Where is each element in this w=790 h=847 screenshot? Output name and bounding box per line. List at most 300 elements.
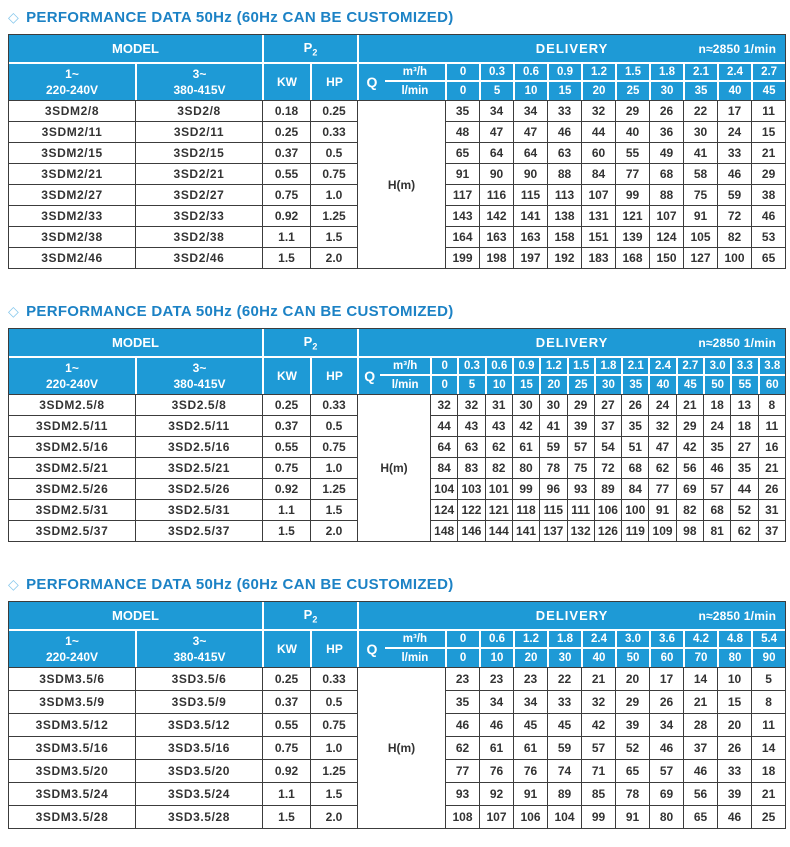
- voltage-label: 220-240V: [45, 650, 99, 664]
- flow-m3h-value: 2.1: [685, 64, 717, 82]
- head-value-cell: 15: [717, 690, 751, 713]
- head-value-cell: 34: [649, 713, 683, 736]
- flow-m3h-value: 3.3: [732, 358, 757, 376]
- stacked-values: [549, 631, 581, 667]
- head-value-cell: 26: [717, 736, 751, 759]
- hp-cell: 1.0: [310, 184, 357, 205]
- section-title-text: PERFORMANCE DATA 50Hz (60Hz CAN BE CUSTOMIZED): [26, 576, 454, 593]
- head-value-cell: 84: [621, 478, 648, 499]
- head-value-cell: 77: [615, 163, 649, 184]
- flow-value-header: [751, 62, 785, 100]
- p2-label: P: [303, 333, 313, 349]
- head-value-cell: 63: [457, 436, 484, 457]
- head-value-cell: 72: [717, 205, 751, 226]
- head-value-cell: 107: [581, 184, 615, 205]
- stacked-values: [753, 64, 785, 100]
- head-value-cell: 118: [512, 499, 539, 520]
- model-3phase-cell: 3SD2/21: [135, 163, 262, 184]
- model-3phase-cell: 3SD3.5/28: [135, 805, 262, 828]
- stacked-values: [385, 631, 445, 667]
- model-group-header: MODEL: [9, 35, 262, 62]
- p2-group-header: [262, 329, 357, 356]
- head-value-cell: 117: [445, 184, 479, 205]
- flow-value-header: [567, 356, 594, 394]
- head-value-cell: 30: [683, 121, 717, 142]
- flow-value-header: [430, 356, 457, 394]
- model-1phase-cell: 3SDM2.5/16: [9, 436, 135, 457]
- head-value-cell: 44: [430, 415, 457, 436]
- stacked-values: [515, 64, 547, 100]
- head-value-cell: 46: [703, 457, 730, 478]
- flow-m3h-value: 1.2: [583, 64, 615, 82]
- hp-cell: 0.5: [310, 690, 357, 713]
- head-value-cell: 126: [594, 520, 621, 541]
- head-value-cell: 64: [513, 142, 547, 163]
- head-value-cell: 76: [513, 759, 547, 782]
- stacked-values: [583, 64, 615, 100]
- head-value-cell: 18: [730, 415, 757, 436]
- flow-unit-m3h: m³/h: [385, 631, 445, 649]
- head-value-cell: 99: [615, 184, 649, 205]
- head-value-cell: 35: [445, 690, 479, 713]
- head-value-cell: 80: [649, 805, 683, 828]
- head-value-cell: 27: [730, 436, 757, 457]
- head-value-cell: 100: [717, 247, 751, 268]
- kw-cell: 0.92: [262, 205, 310, 226]
- head-value-cell: 68: [703, 499, 730, 520]
- flow-m3h-value: 3.0: [617, 631, 649, 649]
- head-value-cell: 89: [594, 478, 621, 499]
- kw-cell: 0.37: [262, 415, 310, 436]
- p2-group-header: [262, 35, 357, 62]
- head-value-cell: 37: [683, 736, 717, 759]
- model-3phase-cell: 3SD2/11: [135, 121, 262, 142]
- head-value-cell: 23: [479, 667, 513, 690]
- flow-value-header: [648, 356, 675, 394]
- model-1phase-cell: 3SDM2/11: [9, 121, 135, 142]
- stacked-values: [617, 631, 649, 667]
- head-value-cell: 77: [648, 478, 675, 499]
- head-value-cell: 39: [717, 782, 751, 805]
- head-value-cell: 21: [751, 782, 785, 805]
- delivery-header-wrap: [359, 608, 785, 623]
- stacked-values: [481, 631, 513, 667]
- head-value-cell: 115: [539, 499, 566, 520]
- model-3phase-cell: 3SD3.5/20: [135, 759, 262, 782]
- head-value-cell: 192: [547, 247, 581, 268]
- flow-m3h-value: 2.4: [583, 631, 615, 649]
- head-value-cell: 11: [751, 713, 785, 736]
- kw-cell: 1.1: [262, 499, 310, 520]
- flow-m3h-value: 2.7: [678, 358, 703, 376]
- head-value-cell: 45: [513, 713, 547, 736]
- head-value-cell: 15: [751, 121, 785, 142]
- flow-m3h-value: 1.8: [651, 64, 683, 82]
- head-value-cell: 83: [457, 457, 484, 478]
- stacked-values: [481, 64, 513, 100]
- head-value-cell: 43: [485, 415, 512, 436]
- model-1phase-cell: 3SDM3.5/16: [9, 736, 135, 759]
- flow-m3h-value: 3.6: [651, 631, 683, 649]
- head-value-cell: 72: [594, 457, 621, 478]
- head-value-cell: 46: [751, 205, 785, 226]
- head-value-cell: 59: [547, 736, 581, 759]
- head-value-cell: 80: [512, 457, 539, 478]
- head-value-cell: 31: [485, 394, 512, 415]
- head-value-cell: 41: [539, 415, 566, 436]
- model-1phase-cell: 3SDM2.5/37: [9, 520, 135, 541]
- head-value-cell: 35: [703, 436, 730, 457]
- head-value-cell: 39: [615, 713, 649, 736]
- header-row-columns: [9, 356, 785, 394]
- head-value-cell: 68: [621, 457, 648, 478]
- flow-lmin-value: 80: [728, 652, 742, 664]
- flow-lmin-value: 55: [738, 379, 752, 391]
- model-3phase-cell: 3SD2/15: [135, 142, 262, 163]
- head-value-cell: 41: [683, 142, 717, 163]
- head-value-cell: 8: [758, 394, 785, 415]
- q-header-wrap: [359, 358, 430, 394]
- head-value-cell: 61: [512, 436, 539, 457]
- model-3phase-cell: 3SD3.5/24: [135, 782, 262, 805]
- head-value-cell: 96: [539, 478, 566, 499]
- head-value-cell: 107: [479, 805, 513, 828]
- delivery-label: DELIVERY: [535, 335, 609, 350]
- model-1phase-cell: 3SDM2/38: [9, 226, 135, 247]
- head-value-cell: 30: [539, 394, 566, 415]
- head-value-cell: 27: [594, 394, 621, 415]
- flow-lmin-value: 20: [547, 379, 561, 391]
- voltage-label: 380-415V: [173, 83, 226, 97]
- head-value-cell: 33: [547, 690, 581, 713]
- model-3phase-cell: 3SD2.5/11: [135, 415, 262, 436]
- head-value-cell: 5: [751, 667, 785, 690]
- head-value-cell: 47: [479, 121, 513, 142]
- head-value-cell: 82: [485, 457, 512, 478]
- flow-m3h-value: 1.8: [549, 631, 581, 649]
- stacked-values: [515, 631, 547, 667]
- head-value-cell: 121: [615, 205, 649, 226]
- p2-subscript: 2: [312, 341, 318, 352]
- head-value-cell: 62: [648, 457, 675, 478]
- head-value-cell: 100: [621, 499, 648, 520]
- model-3phase-cell: 3SD2/8: [135, 100, 262, 121]
- head-value-cell: 53: [751, 226, 785, 247]
- head-value-cell: 32: [457, 394, 484, 415]
- head-value-cell: 37: [594, 415, 621, 436]
- flow-lmin-value: 0: [441, 379, 448, 391]
- p2-label: P: [303, 606, 313, 622]
- voltage-label: 380-415V: [173, 650, 226, 664]
- head-value-cell: 21: [581, 667, 615, 690]
- flow-lmin-value: 60: [660, 652, 674, 664]
- model-1phase-cell: 3SDM2.5/8: [9, 394, 135, 415]
- flow-q-header: [357, 62, 445, 100]
- head-value-cell: 29: [676, 415, 703, 436]
- head-value-cell: 93: [445, 782, 479, 805]
- stacked-values: [760, 358, 785, 394]
- flow-value-header: [547, 62, 581, 100]
- hp-cell: 0.33: [310, 394, 357, 415]
- head-value-cell: 91: [445, 163, 479, 184]
- head-value-cell: 46: [717, 805, 751, 828]
- head-value-cell: 124: [649, 226, 683, 247]
- hp-cell: 0.25: [310, 100, 357, 121]
- flow-m3h-value: 2.1: [623, 358, 648, 376]
- performance-section-2: [0, 303, 790, 542]
- head-value-cell: 62: [445, 736, 479, 759]
- head-value-cell: 34: [479, 100, 513, 121]
- hp-cell: 1.5: [310, 782, 357, 805]
- head-value-cell: 77: [445, 759, 479, 782]
- kw-cell: 0.75: [262, 184, 310, 205]
- flow-unit-m3h: m³/h: [380, 358, 430, 376]
- flow-m3h-value: 3.0: [705, 358, 730, 376]
- model-1phase-cell: 3SDM3.5/20: [9, 759, 135, 782]
- kw-column-header: KW: [262, 62, 310, 100]
- stacked-values: [380, 358, 430, 394]
- flow-value-header: [615, 629, 649, 667]
- head-value-cell: 18: [703, 394, 730, 415]
- flow-m3h-value: 1.2: [515, 631, 547, 649]
- hp-cell: 0.5: [310, 142, 357, 163]
- flow-value-header: [547, 629, 581, 667]
- head-value-cell: 137: [539, 520, 566, 541]
- stacked-values: [459, 358, 484, 394]
- model-1phase-cell: 3SDM2.5/21: [9, 457, 135, 478]
- hp-cell: 1.0: [310, 736, 357, 759]
- head-value-cell: 142: [479, 205, 513, 226]
- p2-subscript: 2: [312, 47, 318, 58]
- model-1phase-cell: 3SDM2/21: [9, 163, 135, 184]
- head-meters-label-cell: H(m): [357, 394, 430, 541]
- flow-m3h-value: 1.5: [569, 358, 594, 376]
- head-value-cell: 26: [758, 478, 785, 499]
- head-value-cell: 33: [717, 142, 751, 163]
- stacked-values: [617, 64, 649, 100]
- head-value-cell: 34: [513, 690, 547, 713]
- head-value-cell: 78: [615, 782, 649, 805]
- head-value-cell: 32: [581, 100, 615, 121]
- model-3phase-cell: 3SD3.5/9: [135, 690, 262, 713]
- kw-cell: 0.25: [262, 394, 310, 415]
- flow-value-header: [703, 356, 730, 394]
- hp-cell: 0.75: [310, 713, 357, 736]
- flow-m3h-value: 2.7: [753, 64, 785, 82]
- kw-column-header: KW: [262, 356, 310, 394]
- model-group-header: MODEL: [9, 329, 262, 356]
- flow-unit-lmin: l/min: [391, 379, 419, 391]
- head-value-cell: 46: [649, 736, 683, 759]
- head-value-cell: 99: [581, 805, 615, 828]
- head-value-cell: 85: [581, 782, 615, 805]
- head-value-cell: 42: [512, 415, 539, 436]
- head-value-cell: 141: [512, 520, 539, 541]
- flow-value-header: [615, 62, 649, 100]
- flow-m3h-value: 0.3: [481, 64, 513, 82]
- model-3phase-cell: 3SD2/33: [135, 205, 262, 226]
- model-1phase-cell: 3SDM2.5/31: [9, 499, 135, 520]
- head-value-cell: 109: [648, 520, 675, 541]
- flow-value-header: [676, 356, 703, 394]
- head-value-cell: 25: [751, 805, 785, 828]
- head-value-cell: 46: [547, 121, 581, 142]
- head-value-cell: 63: [547, 142, 581, 163]
- head-value-cell: 46: [479, 713, 513, 736]
- head-value-cell: 119: [621, 520, 648, 541]
- flow-value-header: [445, 62, 479, 100]
- head-value-cell: 146: [457, 520, 484, 541]
- model-3phase-cell: 3SD2.5/8: [135, 394, 262, 415]
- stacked-values: [514, 358, 539, 394]
- flow-value-header: [683, 62, 717, 100]
- head-value-cell: 43: [457, 415, 484, 436]
- hp-column-header: HP: [310, 356, 357, 394]
- stacked-values: [385, 64, 445, 100]
- head-value-cell: 104: [430, 478, 457, 499]
- stacked-values: [732, 358, 757, 394]
- q-label: Q: [364, 368, 376, 384]
- head-value-cell: 121: [485, 499, 512, 520]
- hp-cell: 0.75: [310, 436, 357, 457]
- head-value-cell: 58: [683, 163, 717, 184]
- head-value-cell: 91: [648, 499, 675, 520]
- stacked-values: [650, 358, 675, 394]
- head-value-cell: 143: [445, 205, 479, 226]
- flow-value-header: [594, 356, 621, 394]
- voltage-label: 220-240V: [45, 83, 99, 97]
- flow-m3h-value: 2.4: [650, 358, 675, 376]
- model-1phase-cell: 3SDM3.5/28: [9, 805, 135, 828]
- stacked-values: [447, 64, 479, 100]
- p2-label: P: [303, 39, 313, 55]
- flow-m3h-value: 0.6: [515, 64, 547, 82]
- hp-cell: 0.5: [310, 415, 357, 436]
- head-value-cell: 103: [457, 478, 484, 499]
- head-value-cell: 101: [485, 478, 512, 499]
- head-value-cell: 56: [683, 782, 717, 805]
- head-value-cell: 21: [683, 690, 717, 713]
- delivery-group-header: [357, 329, 785, 356]
- flow-lmin-value: 25: [574, 379, 588, 391]
- head-value-cell: 20: [717, 713, 751, 736]
- head-value-cell: 64: [479, 142, 513, 163]
- delivery-header-wrap: [359, 41, 785, 56]
- head-value-cell: 26: [649, 690, 683, 713]
- flow-unit-lmin: l/min: [401, 85, 429, 97]
- head-value-cell: 52: [615, 736, 649, 759]
- stacked-values: [432, 358, 457, 394]
- head-value-cell: 122: [457, 499, 484, 520]
- three-phase-header: [135, 62, 262, 100]
- head-value-cell: 47: [513, 121, 547, 142]
- flow-unit-lmin: l/min: [401, 652, 429, 664]
- delivery-label: DELIVERY: [535, 41, 609, 56]
- head-value-cell: 108: [445, 805, 479, 828]
- head-value-cell: 8: [751, 690, 785, 713]
- head-value-cell: 52: [730, 499, 757, 520]
- single-phase-header: [9, 62, 135, 100]
- kw-cell: 0.37: [262, 690, 310, 713]
- model-3phase-cell: 3SD2.5/26: [135, 478, 262, 499]
- hp-cell: 2.0: [310, 247, 357, 268]
- head-value-cell: 35: [730, 457, 757, 478]
- head-value-cell: 32: [648, 415, 675, 436]
- kw-cell: 1.5: [262, 805, 310, 828]
- head-value-cell: 197: [513, 247, 547, 268]
- model-1phase-cell: 3SDM3.5/9: [9, 690, 135, 713]
- head-value-cell: 14: [751, 736, 785, 759]
- head-value-cell: 90: [479, 163, 513, 184]
- model-group-header: MODEL: [9, 602, 262, 629]
- flow-lmin-value: 10: [490, 652, 504, 664]
- performance-data-table: [9, 329, 785, 541]
- head-value-cell: 132: [567, 520, 594, 541]
- head-value-cell: 91: [683, 205, 717, 226]
- kw-cell: 0.55: [262, 713, 310, 736]
- head-value-cell: 13: [730, 394, 757, 415]
- head-value-cell: 11: [758, 415, 785, 436]
- model-1phase-cell: 3SDM3.5/24: [9, 782, 135, 805]
- head-value-cell: 26: [621, 394, 648, 415]
- head-value-cell: 64: [430, 436, 457, 457]
- stacked-values: [705, 358, 730, 394]
- flow-m3h-value: 5.4: [753, 631, 785, 649]
- hp-cell: 0.33: [310, 121, 357, 142]
- performance-data-table: [9, 35, 785, 268]
- head-value-cell: 32: [581, 690, 615, 713]
- flow-value-header: [649, 62, 683, 100]
- head-value-cell: 47: [648, 436, 675, 457]
- stacked-values: [569, 358, 594, 394]
- flow-value-header: [539, 356, 566, 394]
- flow-lmin-value: 50: [711, 379, 725, 391]
- head-value-cell: 65: [445, 142, 479, 163]
- head-value-cell: 99: [512, 478, 539, 499]
- model-1phase-cell: 3SDM2/33: [9, 205, 135, 226]
- model-1phase-cell: 3SDM2/15: [9, 142, 135, 163]
- kw-cell: 0.18: [262, 100, 310, 121]
- flow-q-header: [357, 629, 445, 667]
- flow-lmin-value: 35: [694, 85, 708, 97]
- flow-lmin-value: 40: [592, 652, 606, 664]
- section-title: [8, 303, 790, 320]
- hp-cell: 1.25: [310, 759, 357, 782]
- rated-speed-label: n≈2850 1/min: [698, 41, 777, 56]
- head-value-cell: 81: [703, 520, 730, 541]
- header-row-columns: [9, 62, 785, 100]
- flow-lmin-value: 10: [492, 379, 506, 391]
- head-value-cell: 104: [547, 805, 581, 828]
- head-value-cell: 131: [581, 205, 615, 226]
- stacked-values: [685, 631, 717, 667]
- section-title: [8, 576, 790, 593]
- head-value-cell: 62: [485, 436, 512, 457]
- stacked-values: [685, 64, 717, 100]
- head-value-cell: 106: [594, 499, 621, 520]
- hp-cell: 2.0: [310, 520, 357, 541]
- head-value-cell: 24: [717, 121, 751, 142]
- head-value-cell: 46: [717, 163, 751, 184]
- head-value-cell: 105: [683, 226, 717, 247]
- head-value-cell: 46: [445, 713, 479, 736]
- head-value-cell: 141: [513, 205, 547, 226]
- voltage-label: 220-240V: [45, 377, 99, 391]
- head-value-cell: 57: [581, 736, 615, 759]
- flow-lmin-value: 60: [765, 379, 779, 391]
- head-value-cell: 199: [445, 247, 479, 268]
- kw-cell: 1.1: [262, 782, 310, 805]
